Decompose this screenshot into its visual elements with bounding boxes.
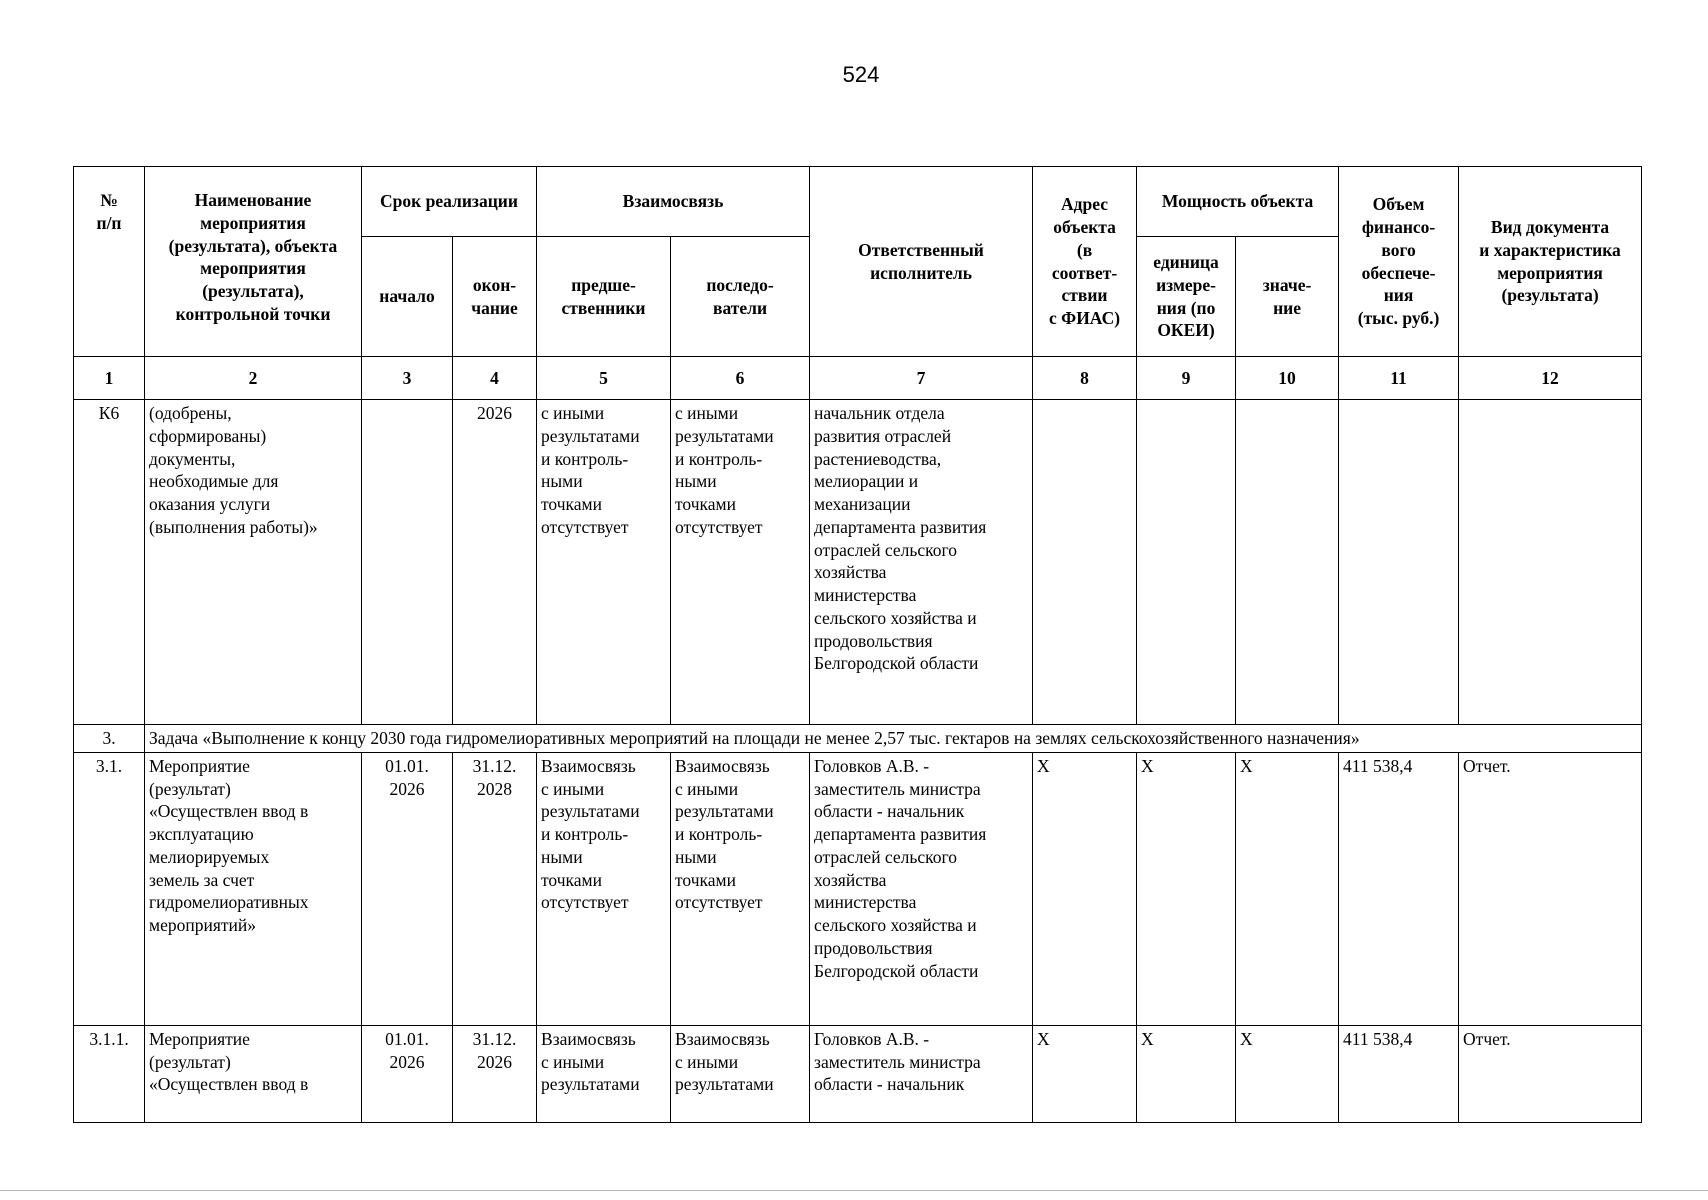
header-doc-type: Вид документа и характеристика мероприятия (результата) [1459,167,1642,357]
row-unit [1137,400,1236,725]
scan-edge-line [0,1190,1708,1191]
row-start: 01.01. 2026 [362,752,453,1025]
row-doc [1459,400,1642,725]
row-name: (одобрены, сформированы) документы, необходимые для оказания услуги (выполнения работы)» [145,400,362,725]
row-finance: 411 538,4 [1339,752,1459,1025]
measures-table [73,166,1642,1123]
row-responsible: Головков А.В. - заместитель министра области - начальник [810,1025,1033,1122]
row-value: X [1236,1025,1339,1122]
row-unit: X [1137,752,1236,1025]
column-number: 4 [453,357,537,400]
column-number: 12 [1459,357,1642,400]
header-address: Адрес объекта (в соответ- ствии с ФИАС) [1033,167,1137,357]
row-number: 3.1. [74,752,145,1025]
header-number: № п/п [74,167,145,357]
header-term-group: Срок реализации [362,167,537,237]
row-address: X [1033,1025,1137,1122]
row-end: 31.12. 2028 [453,752,537,1025]
table-row [74,752,1642,1025]
column-number: 9 [1137,357,1236,400]
row-successors: с иными результатами и контроль- ными точками отсутствует [671,400,810,725]
task-number: 3. [74,725,145,753]
column-number: 10 [1236,357,1339,400]
header-capacity-unit: единица измере- ния (по ОКЕИ) [1137,237,1236,357]
row-address: X [1033,752,1137,1025]
row-doc: Отчет. [1459,1025,1642,1122]
page-number: 524 [842,62,880,87]
header-name: Наименование мероприятия (результата), объекта мероприятия (результата), контрольной точки [145,167,362,357]
row-responsible: начальник отдела развития отраслей растениеводства, мелиорации и механизации департамента развития отраслей сельского хозяйства министерства сельского хозяйства и продовольствия Белгородской области [810,400,1033,725]
column-number: 3 [362,357,453,400]
row-name: Мероприятие (результат) «Осуществлен ввод в [145,1025,362,1122]
row-start: 01.01. 2026 [362,1025,453,1122]
row-predecessors: Взаимосвязь с иными результатами [537,1025,671,1122]
header-capacity-value: значе- ние [1236,237,1339,357]
column-number: 2 [145,357,362,400]
table-row [74,400,1642,725]
row-doc: Отчет. [1459,752,1642,1025]
column-number: 8 [1033,357,1137,400]
header-capacity-group: Мощность объекта [1137,167,1339,237]
table-row [74,1025,1642,1122]
row-predecessors: с иными результатами и контроль- ными точками отсутствует [537,400,671,725]
task-text: Задача «Выполнение к концу 2030 года гидромелиоративных мероприятий на площади не менее 2,57 тыс. гектаров на землях сельскохозяйственного назначения» [145,725,1642,753]
task-row [74,725,1642,753]
row-end: 2026 [453,400,537,725]
column-number: 1 [74,357,145,400]
row-value [1236,400,1339,725]
column-numbers-row [74,357,1642,400]
row-start [362,400,453,725]
column-number: 5 [537,357,671,400]
row-address [1033,400,1137,725]
header-responsible: Ответственный исполнитель [810,167,1033,357]
row-finance [1339,400,1459,725]
row-unit: X [1137,1025,1236,1122]
column-number: 11 [1339,357,1459,400]
row-predecessors: Взаимосвязь с иными результатами и контроль- ными точками отсутствует [537,752,671,1025]
header-finance: Объем финансо- вого обеспече- ния (тыс. руб.) [1339,167,1459,357]
row-number: 3.1.1. [74,1025,145,1122]
header-term-start: начало [362,237,453,357]
column-number: 7 [810,357,1033,400]
header-link-group: Взаимосвязь [537,167,810,237]
column-number: 6 [671,357,810,400]
row-name: Мероприятие (результат) «Осуществлен ввод в эксплуатацию мелиорируемых земель за счет гидромелиоративных мероприятий» [145,752,362,1025]
header-link-next: последо- ватели [671,237,810,357]
row-value: X [1236,752,1339,1025]
row-finance: 411 538,4 [1339,1025,1459,1122]
row-end: 31.12. 2026 [453,1025,537,1122]
row-responsible: Головков А.В. - заместитель министра области - начальник департамента развития отраслей сельского хозяйства министерства сельского хозяйства и продовольствия Белгородской области [810,752,1033,1025]
header-link-prev: предше- ственники [537,237,671,357]
row-number: К6 [74,400,145,725]
header-term-end: окон- чание [453,237,537,357]
row-successors: Взаимосвязь с иными результатами и контроль- ными точками отсутствует [671,752,810,1025]
row-successors: Взаимосвязь с иными результатами [671,1025,810,1122]
